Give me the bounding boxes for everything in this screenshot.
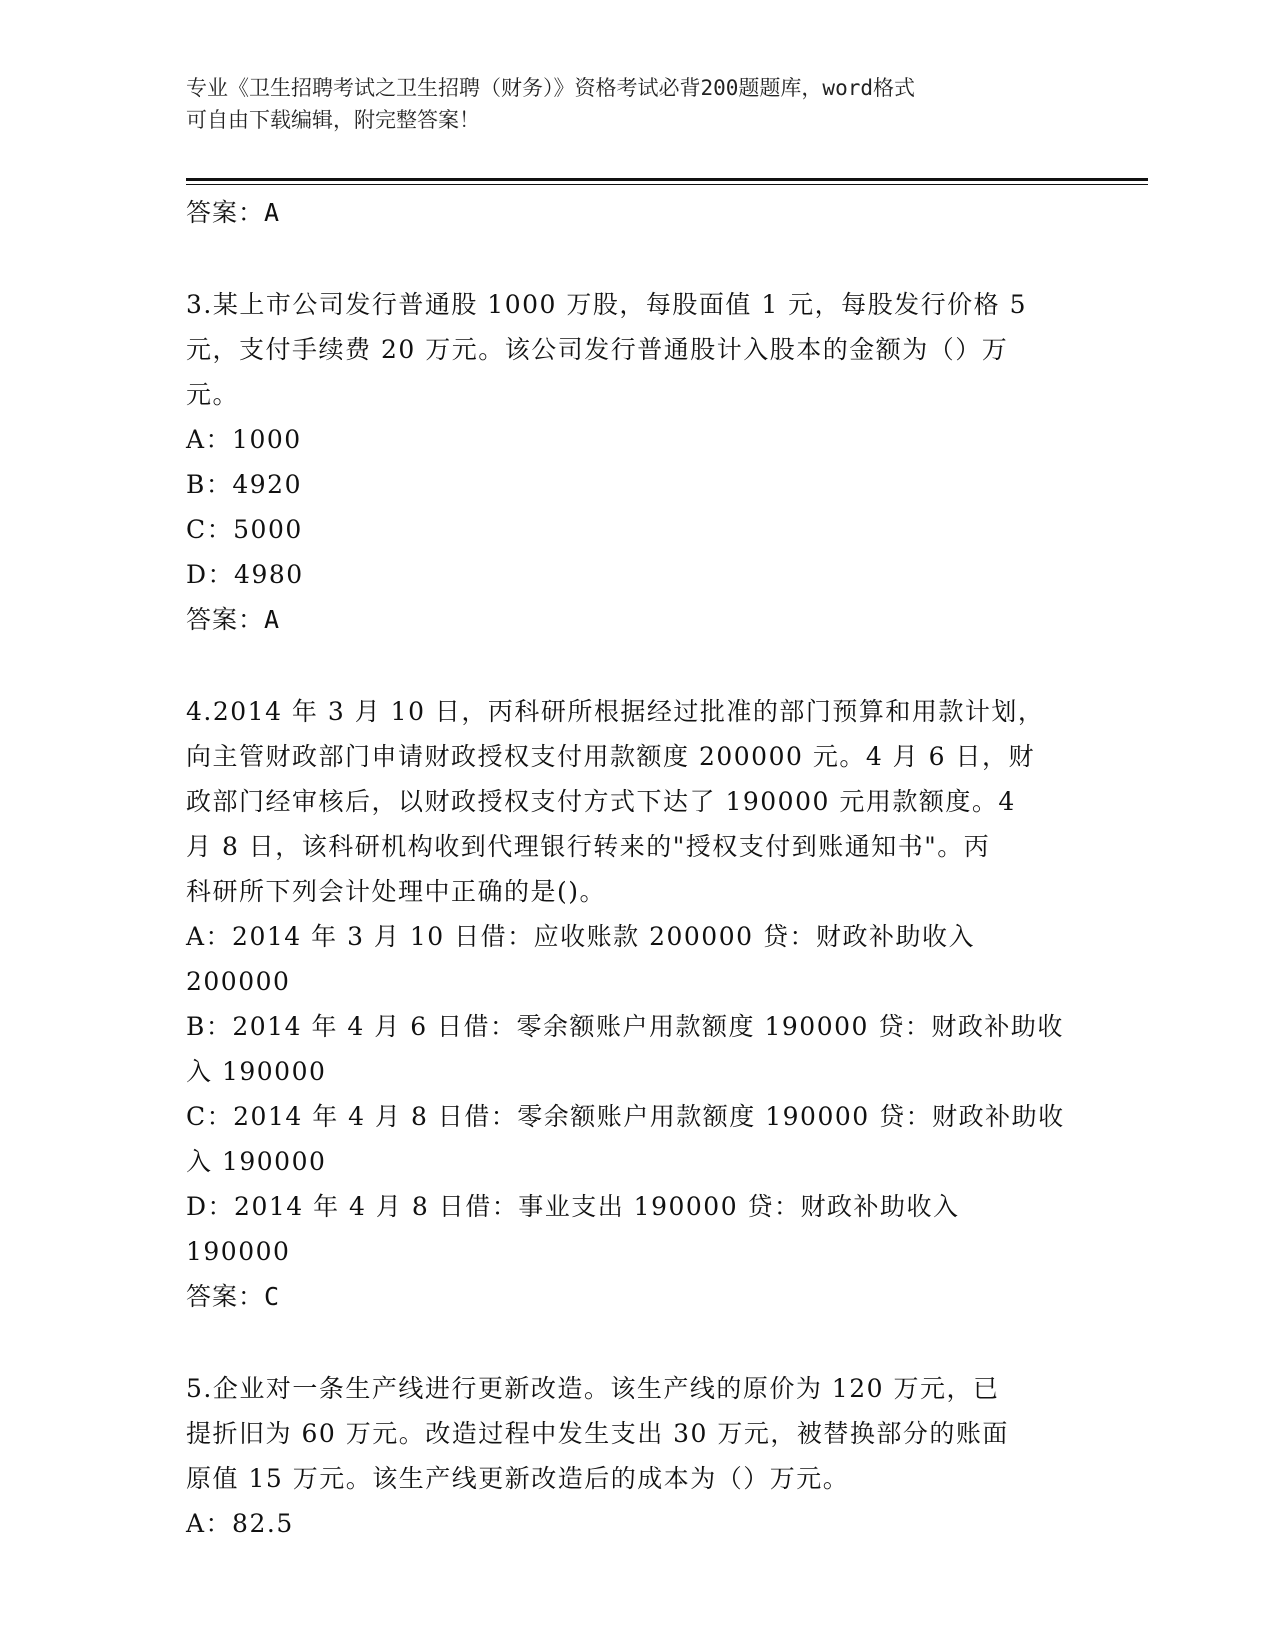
header-line-2: 可自由下载编辑，附完整答案！ [186, 108, 480, 132]
option-c: C：5000 [186, 515, 303, 544]
question-line: 科研所下列会计处理中正确的是()。 [186, 877, 607, 906]
question-line: 元，支付手续费 20 万元。该公司发行普通股计入股本的金额为（）万 [186, 335, 1009, 364]
option-a: A：82.5 [186, 1509, 294, 1538]
question-line: 元。 [186, 380, 240, 409]
question-line: 5.企业对一条生产线进行更新改造。该生产线的原价为 120 万元，已 [186, 1374, 1000, 1403]
option-c: C：2014 年 4 月 8 日借：零余额账户用款额度 190000 贷：财政补助收 [186, 1102, 1065, 1131]
option-c-continued: 入 190000 [186, 1147, 327, 1176]
header-divider-thick [186, 178, 1148, 181]
option-d: D：2014 年 4 月 8 日借：事业支出 190000 贷：财政补助收入 190000 [186, 1192, 960, 1266]
document-header [186, 72, 1076, 136]
option-b: B：2014 年 4 月 6 日借：零余额账户用款额度 190000 贷：财政补助收 [186, 1012, 1064, 1041]
option-b-continued: 入 190000 [186, 1057, 327, 1086]
question-line: 政部门经审核后，以财政授权支付方式下达了 190000 元用款额度。4 [186, 787, 1016, 816]
option-b: B：4920 [186, 470, 302, 499]
option-d: D：4980 [186, 560, 304, 589]
answer-line: 答案：A [186, 198, 281, 227]
question-line: 向主管财政部门申请财政授权支付用款额度 200000 元。4 月 6 日，财 [186, 742, 1035, 771]
answer-line: 答案：C [186, 1282, 281, 1311]
option-a: A：2014 年 3 月 10 日借：应收账款 200000 贷：财政补助收入 200000 [186, 922, 975, 996]
question-block [186, 689, 1066, 1320]
question-line: 月 8 日，该科研机构收到代理银行转来的"授权支付到账通知书"。丙 [186, 832, 991, 861]
option-a: A：1000 [186, 425, 302, 454]
answer-line: 答案：A [186, 605, 281, 634]
question-block [186, 1366, 1066, 1546]
document-body [186, 186, 1066, 1546]
header-divider-thin [186, 184, 1148, 185]
question-line: 原值 15 万元。该生产线更新改造后的成本为（）万元。 [186, 1464, 850, 1493]
question-line: 3.某上市公司发行普通股 1000 万股，每股面值 1 元，每股发行价格 5 [186, 290, 1028, 319]
question-block [186, 282, 1066, 643]
question-line: 提折旧为 60 万元。改造过程中发生支出 30 万元，被替换部分的账面 [186, 1419, 1009, 1448]
question-line: 4.2014 年 3 月 10 日，丙科研所根据经过批准的部门预算和用款计划， [186, 697, 1045, 726]
header-line-1: 专业《卫生招聘考试之卫生招聘（财务）》资格考试必背200题题库，word格式 [186, 76, 915, 100]
